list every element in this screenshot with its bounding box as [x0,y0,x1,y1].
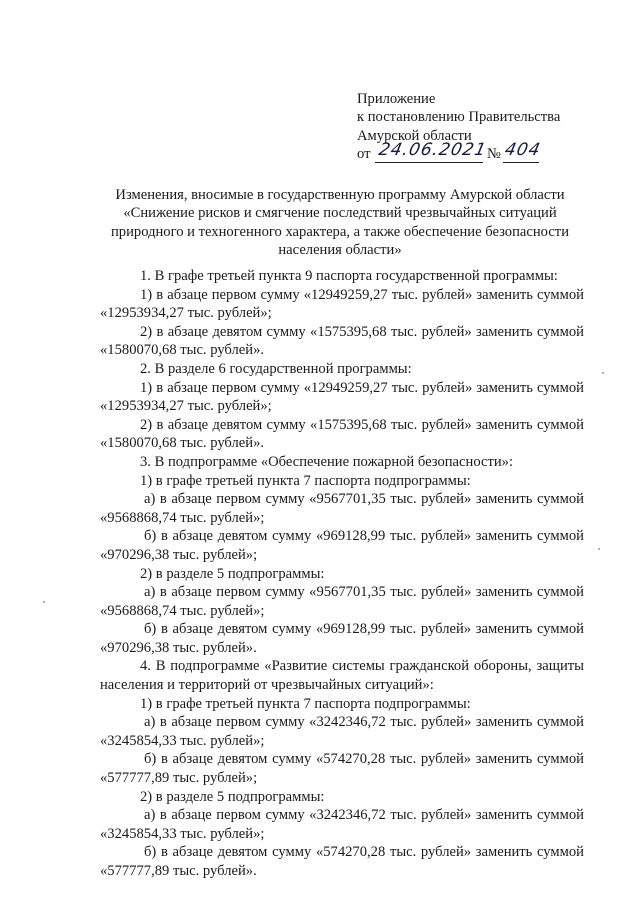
word: тыс. [390,416,418,433]
word: суммой [536,491,584,508]
word: рублей» [422,379,473,396]
word: первом [216,491,261,508]
word: заменить [476,416,533,433]
word: заменить [476,379,533,396]
region-name: Амурской области [357,127,472,144]
item-2-heading: 2. В разделе 6 государственной программы: [140,360,412,377]
word: а) [144,807,156,824]
word: тыс. [390,807,417,824]
word: заменить [475,528,533,545]
word: первом [216,714,261,731]
item-3-1-a-continuation: «9568868,74 тыс. рублей»; [100,509,265,526]
word: в [160,751,168,768]
word: абзаце [167,286,208,303]
document-body [100,267,584,881]
word: системы [332,658,385,675]
item-3-1-b-line [100,527,584,546]
handwritten-number: 404 [502,140,543,161]
word: абзаце [172,844,213,861]
word: первом [211,286,257,303]
item-4-1-a-continuation: «3245854,33 тыс. рублей»; [100,732,265,749]
word: «12949259,27 [303,379,388,396]
word: тыс. [389,621,417,638]
word: б) [144,621,157,638]
word: сумму [272,621,312,638]
scan-speck [598,548,600,550]
word: в [159,807,167,824]
word: «3242346,72 [309,714,386,731]
word: тыс. [390,323,418,340]
word: девятом [217,621,268,638]
item-3-heading: 3. В подпрограмме «Обеспечение пожарной безопасности»: [140,453,514,470]
word: в [156,286,164,303]
item-4-1-a-line [100,713,584,732]
word: рублей» [420,751,472,768]
date-underline [375,162,483,163]
word: заменить [475,491,533,508]
appendix-header [357,90,597,165]
word: б) [144,844,157,861]
item-2-2-line [100,416,584,435]
item-1-1-continuation: «12953934,27 тыс. рублей»; [100,305,272,322]
item-4-heading [100,657,584,676]
word: тыс. [390,714,417,731]
number-underline [503,162,539,163]
word: абзаце [171,807,212,824]
word: б) [144,528,157,545]
word: «574270,28 [315,751,386,768]
word: абзаце [171,491,212,508]
word: «969128,99 [315,621,386,638]
word: суммой [536,807,584,824]
title-line: природного и техногенного характера, а также обеспечение безопасности [110,223,569,240]
item-2-1-continuation: «12953934,27 тыс. рублей»; [100,398,272,415]
date-label: от [357,146,371,163]
word: 2) [140,416,153,433]
word: абзаце [171,714,212,731]
word: тыс. [391,379,419,396]
word: рублей» [421,416,472,433]
word: сумму [266,323,306,340]
word: сумму [260,379,300,396]
word: сумму [265,491,305,508]
handwritten-date: 24.06.2021 [376,140,489,161]
item-3-2-b-line [100,620,584,639]
word: тыс. [389,844,417,861]
word: первом [216,807,261,824]
item-3-2-heading: 2) в разделе 5 подпрограммы: [140,565,325,582]
word: тыс. [390,584,417,601]
item-1-heading: 1. В графе третьей пункта 9 паспорта государственной программы: [140,268,558,284]
word: гражданской [389,658,470,675]
word: сумму [265,807,305,824]
item-4-2-a-continuation: «3245854,33 тыс. рублей»; [100,825,265,842]
word: сумму [265,584,305,601]
word: «12949259,27 [303,286,388,303]
word: сумму [260,286,300,303]
item-4-heading-continuation: населения и территорий от чрезвычайных ситуаций»: [100,677,434,694]
word: б) [144,751,157,768]
word: в [159,584,167,601]
title-line: «Снижение рисков и смягчение последствий чрезвычайных ситуаций [123,205,557,222]
item-1-2-line [100,323,584,342]
document-title [90,186,590,260]
word: сумму [272,751,312,768]
word: суммой [537,528,584,545]
word: суммой [537,751,584,768]
word: «Развитие [264,658,328,675]
word: заменить [475,714,533,731]
item-4-1-b-continuation: «577777,89 тыс. рублей»; [100,770,258,787]
item-3-2-a-continuation: «9568868,74 тыс. рублей»; [100,602,265,619]
word: абзаце [171,584,212,601]
word: суммой [536,416,584,433]
word: рублей» [421,584,472,601]
word: заменить [475,751,533,768]
word: суммой [536,323,584,340]
word: а) [144,584,156,601]
word: рублей» [420,528,472,545]
word: «1575395,68 [310,416,387,433]
word: суммой [536,714,584,731]
word: в [160,621,168,638]
word: абзаце [167,323,209,340]
word: в [160,528,168,545]
word: а) [144,491,156,508]
word: девятом [212,323,263,340]
word: рублей» [420,844,472,861]
word: первом [211,379,257,396]
word: 1) [140,286,153,303]
word: 2) [140,323,153,340]
word: абзаце [172,528,213,545]
resolution-reference: к постановлению Правительства [357,109,561,126]
word: в [156,416,164,433]
item-3-1-heading: 1) в графе третьей пункта 7 паспорта подпрограммы: [140,472,471,489]
title-line: Изменения, вносимые в государственную программу Амурской области [115,187,565,203]
word: суммой [537,286,584,303]
item-4-2-b-continuation: «577777,89 тыс. рублей». [100,863,257,879]
word: в [159,491,167,508]
word: в [160,844,168,861]
word: обороны, [473,658,532,675]
scan-speck [602,372,604,374]
item-1-1-line [100,286,584,305]
word: девятом [212,416,263,433]
word: сумму [266,416,306,433]
word: абзаце [172,621,213,638]
word: 4. [140,658,151,675]
word: заменить [475,621,533,638]
item-4-2-heading: 2) в разделе 5 подпрограммы: [140,788,325,805]
item-1-2-continuation: «1580070,68 тыс. рублей». [100,342,265,359]
word: тыс. [391,286,419,303]
item-3-1-b-continuation: «970296,38 тыс. рублей»; [100,546,258,563]
item-4-2-a-line [100,806,584,825]
word: защиты [536,658,584,675]
word: абзаце [167,379,208,396]
word: а) [144,714,156,731]
word: заменить [475,844,533,861]
word: суммой [537,379,584,396]
title-line: населения области» [278,242,402,259]
item-2-1-line [100,379,584,398]
word: заменить [475,584,533,601]
word: «969128,99 [315,528,386,545]
word: подпрограмме [170,658,260,675]
item-4-2-b-line [100,843,584,862]
item-3-2-b-continuation: «970296,38 тыс. рублей». [100,639,257,656]
item-4-1-heading: 1) в графе третьей пункта 7 паспорта подпрограммы: [140,695,471,712]
word: «1575395,68 [310,323,387,340]
word: тыс. [389,528,417,545]
word: заменить [476,286,533,303]
word: рублей» [421,807,472,824]
appendix-label: Приложение [357,91,436,107]
word: девятом [217,844,268,861]
word: «9567701,35 [309,584,386,601]
date-number-line [357,140,597,165]
word: рублей» [422,286,473,303]
word: 1) [140,379,153,396]
word: суммой [537,621,584,638]
number-label: № [487,146,501,163]
word: В [155,658,166,675]
word: заменить [475,807,533,824]
word: в [156,379,164,396]
item-3-1-a-line [100,490,584,509]
word: абзаце [167,416,209,433]
word: заменить [476,323,533,340]
word: тыс. [389,751,417,768]
word: девятом [217,751,268,768]
word: в [159,714,167,731]
word: «9567701,35 [309,491,386,508]
word: сумму [272,528,312,545]
scan-speck [43,601,45,603]
word: рублей» [421,491,472,508]
word: тыс. [390,491,417,508]
word: в [156,323,164,340]
word: девятом [217,528,268,545]
word: сумму [265,714,305,731]
word: первом [216,584,261,601]
word: абзаце [172,751,213,768]
word: суммой [537,844,584,861]
word: рублей» [421,323,472,340]
word: рублей» [420,621,472,638]
word: суммой [536,584,584,601]
word: «3242346,72 [309,807,386,824]
item-4-1-b-line [100,750,584,769]
word: «574270,28 [315,844,386,861]
word: сумму [272,844,312,861]
word: рублей» [421,714,472,731]
item-2-2-continuation: «1580070,68 тыс. рублей». [100,435,265,452]
item-3-2-a-line [100,583,584,602]
